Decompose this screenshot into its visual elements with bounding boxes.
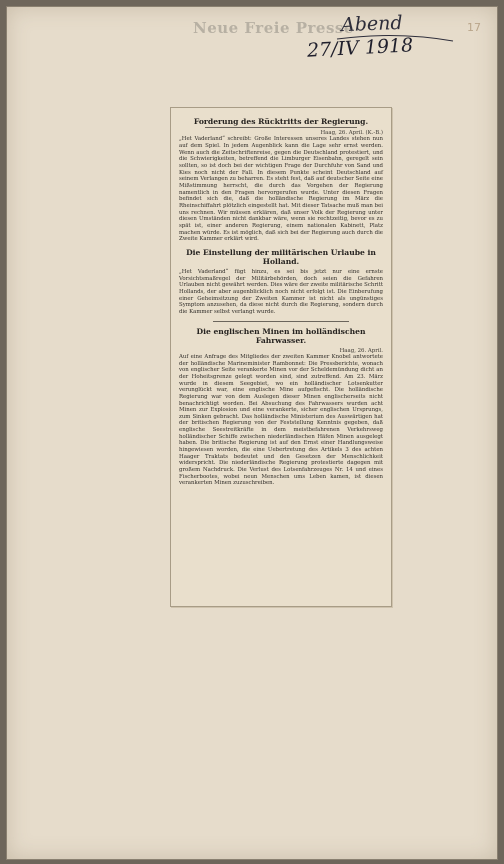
article3-body: Auf eine Anfrage des Mitgliedes der zweiten Kammer Knobel antwortete der holländische Marineminister Rambonnet: Die Pressberichte, wonach von englischer Seite verankerte Minen vor der Scheldemündung dicht an der Hoheitsgrenze gelegt worden sind, sind zutreffend. Am 23. März wurde in diesem Seegebiet, wo ein holländischer Lotsenkutter verunglückt war, eine englische Mine aufgefischt. Die holländische Regierung war von dem Auslegen dieser Minen englischerseits nicht benachrichtigt worden. Bei Absuchung des Fahrwassers wurden acht Minen zur Explosion und eine verankerte, sicher englischen Ursprungs, zum Sinken gebracht. Das holländische Ministerium des Auswärtigen hat der britischen Regierung von der Feststellung Kenntnis gegeben, daß englische Seestreitkräfte in dem meistbefahrenen Verkehrsweg holländischer Schiffe zwischen niederländischen Häfen Minen ausgelegt haben. Die britische Regierung ist auf den Ernst einer Handlungsweise hingewiesen worden, die eine Uebertretung des Artikels 3 des achten Haager Traktats bedeutet und den Gesetzen der Menschlichkeit widerspricht. Die niederländische Regierung protestierte dagegen mit großem Nachdruck. Die Verlust des Lotsenfahrzeuges Nr. 14 und eines Fischerbootes, wobei neun Menschen ums Leben kamen, ist diesen verankerten Minen zuzuschreiben. (179, 353, 383, 487)
newspaper-clipping (170, 107, 392, 607)
article1-dateline: Haag, 26. April. (K.-B.) (320, 130, 383, 136)
article-separator-rule (213, 321, 349, 322)
article2-headline: Die Einstellung der militärischen Urlaube in Holland. (186, 247, 376, 266)
article3-dateline: Haag, 26. April. (339, 347, 383, 354)
handwritten-edition: Abend (340, 11, 403, 37)
article3-headline: Die englischen Minen im holländischen Fahrwasser. (196, 326, 366, 345)
article2-body: „Het Vaderland“ fügt hinzu, es sei bis jetzt nur eine ernste Vorsichtsmaßregel der Militärbehörden, doch seien die Gefahren Urlauben nicht gewährt werden. Dies wäre der zweite militärische Schritt Hollands, der aber augenblicklich noch nicht erfolgt ist. Die Einberufung einer Geheimsitzung der Zweiten Kammer ist nicht als ungünstiges Symptom anzusehen, da diese nicht durch die Regierung, sondern durch die Kammer selbst verlangt wurde. (179, 268, 383, 315)
archive-sheet (6, 6, 498, 860)
sheet-number: 17 (467, 21, 481, 34)
article1-headline: Forderung des Rücktritts der Regierung. (193, 117, 369, 126)
handwritten-date: 27/IV 1918 (306, 34, 414, 62)
article1-body: „Het Vaderland“ schreibt: Große Interessen unseres Landes stehen nun auf dem Spiel. In jedem Augenblick kann die Lage sehr ernst werden. Wenn auch die Zeitschriftenreise, gegen die Deutschland protestiert, und die Schwierigkeiten, betreffend die Limburger Eisenbahn, geregelt sein sollten, so ist doch bei der wichtigen Frage der Durchfuhr von Sand und Kies noch nicht der Fall. In diesem Punkte scheint Deutschland auf seinem Verlangen zu beharren. Es steht fest, daß auf deutscher Seite eine Mißstimmung herrscht, die durch das Vorgehen der Regierung namentlich in den Fragen hervorgerufen wurde. Unter diesen Fragen befindet sich die, daß die holländische Regierung im März die Rheinschiffahrt plötzlich eingestellt hat. Mit dieser Tatsache muß man bei uns rechnen. Wir müssen erklären, daß unser Volk der Regierung unter diesen Umständen nicht dankbar wäre, wenn sie rechtzeitig, bevor es zu spät ist, einer anderen Regierung, einem nationalen Kabinett, Platz machen würde. Es ist möglich, daß sich bei der Regierung auch durch die Zweite Kammer erklärt wird. (179, 136, 383, 243)
article1-headline-rule (205, 127, 357, 128)
newspaper-stamp: Neue Freie Presse (193, 19, 354, 37)
